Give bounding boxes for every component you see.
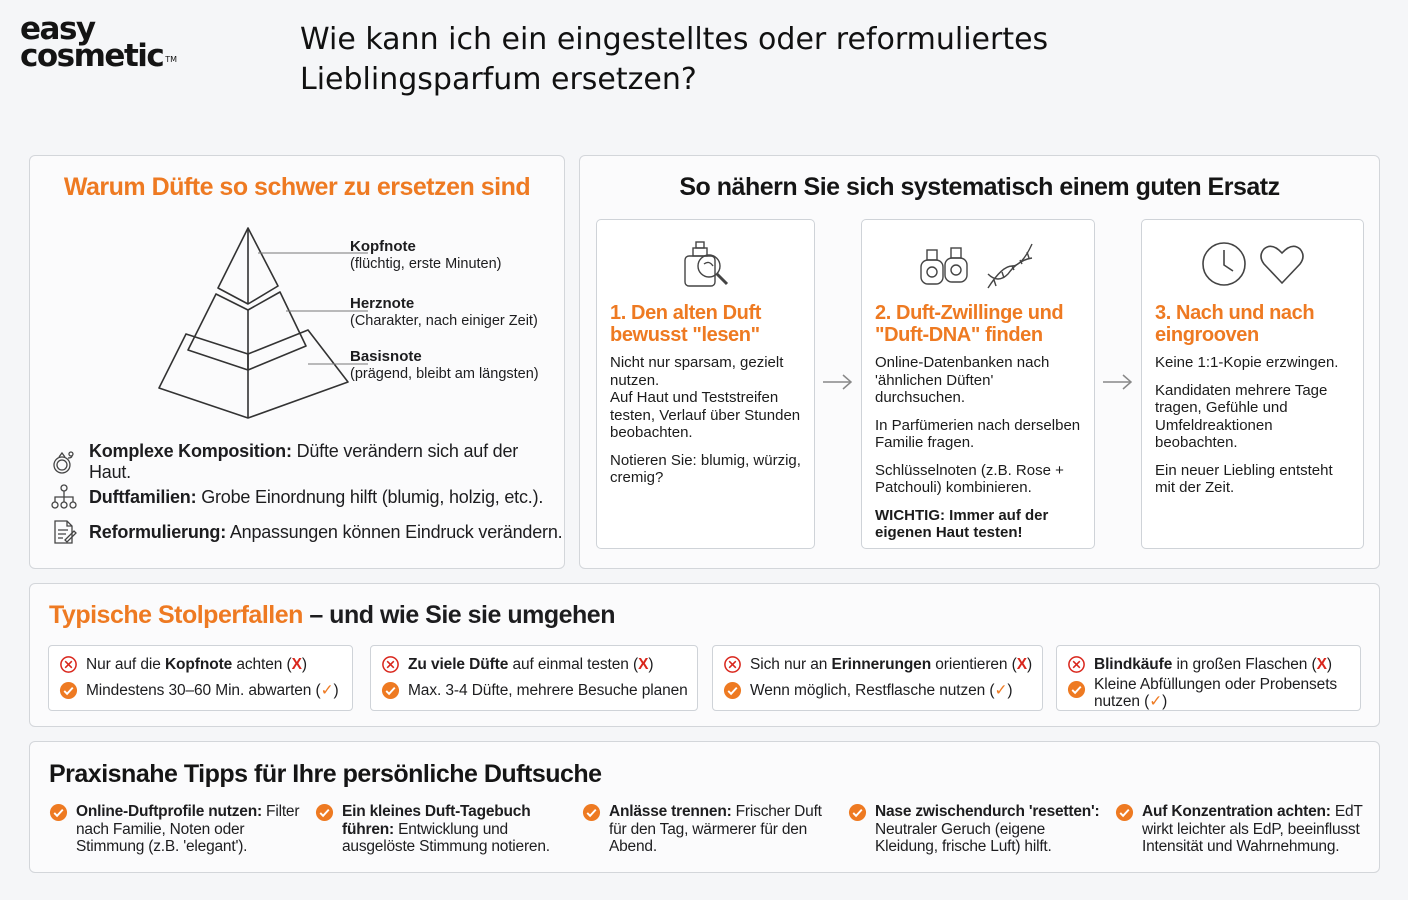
tips-heading: Praxisnahe Tipps für Ihre persönliche Duftsuche bbox=[49, 760, 602, 788]
perfume-magnifier-icon bbox=[671, 236, 741, 296]
step-card-1 bbox=[596, 219, 815, 549]
factor-bold: Duftfamilien: bbox=[89, 486, 197, 507]
step-title-line: 1. Den alten Duft bbox=[610, 302, 761, 324]
factor-reformulation bbox=[50, 518, 562, 546]
pitfalls-heading bbox=[49, 601, 615, 630]
pitfall-good bbox=[59, 682, 346, 700]
check-circle-icon bbox=[59, 681, 78, 700]
factor-complex bbox=[50, 441, 564, 482]
pitfall-close: ) bbox=[1026, 656, 1033, 673]
pitfall-bold: Erinnerungen bbox=[831, 656, 932, 673]
step-text: Auf Haut und Teststreifen testen, Verlauf über Stunden beobachten. bbox=[610, 389, 801, 441]
pitfall-card-2 bbox=[370, 645, 698, 711]
error-circle-icon bbox=[723, 655, 742, 674]
step-text: Online-Datenbanken nach 'ähnlichen Düften' durchsuchen. bbox=[875, 354, 1050, 406]
pitfall-close: ) bbox=[1326, 656, 1332, 673]
note-desc: (prägend, bleibt am längsten) bbox=[350, 366, 539, 382]
logo-line-cosmetic bbox=[20, 37, 178, 74]
step-2-body bbox=[875, 354, 1086, 552]
step-text: Keine 1:1-Kopie erzwingen. bbox=[1155, 354, 1339, 371]
pitfall-text: auf einmal testen ( bbox=[508, 656, 639, 673]
pitfall-bold: Kopfnote bbox=[164, 656, 233, 673]
tip-item-1 bbox=[49, 803, 304, 856]
ring-perfume-icon bbox=[50, 448, 78, 476]
tips-panel bbox=[29, 741, 1380, 873]
check-circle-icon bbox=[582, 803, 601, 822]
logo-trademark: TM bbox=[165, 54, 178, 64]
solution-close: ) bbox=[1162, 693, 1168, 710]
tip-bold: Online-Duftprofile nutzen: bbox=[76, 803, 262, 820]
step-3-body bbox=[1155, 354, 1355, 507]
tip-item-5 bbox=[1115, 803, 1370, 856]
step-text: Notieren Sie: blumig, würzig, cremig? bbox=[610, 451, 801, 486]
logo-line-easy: easy bbox=[20, 11, 95, 47]
easycosmetic-logo bbox=[20, 11, 178, 74]
step-3-icons bbox=[1142, 236, 1363, 296]
pitfall-close: ) bbox=[301, 656, 307, 673]
arrow-right-icon bbox=[1101, 372, 1135, 392]
pitfall-text: in großen Flaschen ( bbox=[1172, 656, 1317, 673]
pitfall-close: ) bbox=[648, 656, 654, 673]
tick-mark: ✓ bbox=[320, 682, 334, 699]
solution-close: ) bbox=[1007, 682, 1013, 699]
step-title-line: 3. Nach und nach bbox=[1155, 302, 1315, 324]
pyramid-note-base bbox=[350, 348, 539, 383]
pitfall-card-3 bbox=[712, 645, 1043, 711]
clock-icon bbox=[1199, 236, 1249, 296]
tip-text: Entwicklung und ausgelöste Stimmung notieren. bbox=[342, 820, 550, 855]
tip-item-2 bbox=[315, 803, 570, 856]
pitfall-card-4 bbox=[1056, 645, 1361, 711]
factor-text: Düfte verändern sich auf der Haut. bbox=[88, 441, 519, 482]
pitfall-card-1 bbox=[48, 645, 353, 711]
pitfall-bold: Zu viele Düfte bbox=[408, 656, 509, 673]
check-circle-icon bbox=[1067, 680, 1086, 699]
tip-text: Neutraler Geruch (eigene Kleidung, frische Luft) hilft. bbox=[875, 820, 1052, 855]
tip-text: Frischer Duft für den Tag, wärmerer für den Abend. bbox=[609, 803, 822, 855]
pitfall-good bbox=[723, 682, 1036, 700]
pyramid-note-heart bbox=[350, 295, 538, 330]
tip-bold: Nase zwischendurch 'resetten': bbox=[875, 803, 1100, 820]
check-circle-icon bbox=[1115, 803, 1134, 822]
approach-heading: So nähern Sie sich systematisch einem guten Ersatz bbox=[679, 173, 1280, 201]
step-text: Nicht nur sparsam, gezielt nutzen. bbox=[610, 354, 784, 389]
step-text: Kandidaten mehrere Tage tragen, Gefühle und Umfeldreaktionen beobachten. bbox=[1155, 381, 1328, 451]
step-text: Ein neuer Liebling entsteht mit der Zeit. bbox=[1155, 461, 1333, 496]
factor-text: Grobe Einordnung hilft (blumig, holzig, etc.). bbox=[196, 486, 544, 507]
x-mark: X bbox=[1016, 656, 1027, 673]
pitfalls-heading-rest: – und wie Sie sie umgehen bbox=[302, 601, 615, 629]
factor-bold: Komplexe Komposition: bbox=[88, 441, 292, 461]
tip-item-3 bbox=[582, 803, 837, 856]
step-1-title bbox=[610, 302, 761, 346]
why-panel bbox=[29, 155, 565, 569]
error-circle-icon bbox=[59, 655, 78, 674]
error-circle-icon bbox=[381, 655, 400, 674]
step-text: Schlüsselnoten (z.B. Rose + Patchouli) kombinieren. bbox=[875, 461, 1064, 496]
pitfall-bad bbox=[723, 656, 1036, 674]
why-heading: Warum Düfte so schwer zu ersetzen sind bbox=[63, 173, 531, 201]
tip-bold: Ein kleines Duft-Tagebuch führen: bbox=[342, 803, 531, 838]
step-2-icons bbox=[862, 236, 1094, 296]
document-edit-icon bbox=[50, 518, 78, 546]
page-title-line-1: Wie kann ich ein eingestelltes oder reformuliertes bbox=[300, 22, 1049, 57]
step-card-2 bbox=[861, 219, 1095, 549]
note-name: Kopfnote bbox=[350, 238, 416, 255]
tip-text: EdT wirkt leichter als EdP, beeinflusst Intensität und Wahrnehmung. bbox=[1142, 803, 1363, 855]
page-title-line-2: Lieblingsparfum ersetzen? bbox=[300, 62, 697, 97]
tip-text: Filter nach Familie, Noten oder Stimmung (z.B. 'elegant'). bbox=[76, 803, 300, 855]
check-circle-icon bbox=[49, 803, 68, 822]
factor-text: Anpassungen können Eindruck verändern. bbox=[226, 521, 563, 542]
note-name: Basisnote bbox=[350, 348, 422, 365]
step-1-icons bbox=[597, 236, 814, 296]
solution-text: Mindestens 30–60 Min. abwarten ( bbox=[86, 682, 321, 699]
tip-item-4 bbox=[848, 803, 1103, 856]
check-circle-icon bbox=[848, 803, 867, 822]
x-mark: X bbox=[638, 656, 649, 673]
check-circle-icon bbox=[723, 681, 742, 700]
pitfall-bad bbox=[381, 656, 691, 674]
page-title bbox=[300, 20, 1200, 100]
tip-bold: Anlässe trennen: bbox=[609, 803, 732, 820]
pitfall-bad bbox=[59, 656, 346, 674]
tick-mark: ✓ bbox=[994, 682, 1008, 699]
solution-text: Kleine Abfüllungen oder Probensets nutzen ( bbox=[1094, 676, 1338, 710]
solution-text: Max. 3-4 Düfte, mehrere Besuche planen bbox=[408, 682, 688, 699]
hierarchy-icon bbox=[50, 483, 78, 511]
step-text: In Parfümerien nach derselben Familie fragen. bbox=[875, 416, 1081, 451]
pitfall-good bbox=[381, 682, 691, 700]
error-circle-icon bbox=[1067, 655, 1086, 674]
pitfall-good bbox=[1067, 676, 1354, 710]
step-3-title bbox=[1155, 302, 1314, 346]
step-2-title bbox=[875, 302, 1063, 346]
perfume-bottles-icon bbox=[918, 236, 974, 296]
pitfall-text: Nur auf die bbox=[86, 656, 165, 673]
step-card-3 bbox=[1141, 219, 1364, 549]
note-desc: (flüchtig, erste Minuten) bbox=[350, 256, 502, 272]
step-title-line: 2. Duft-Zwillinge und bbox=[875, 302, 1064, 324]
x-mark: X bbox=[291, 656, 302, 673]
pitfall-text: achten ( bbox=[232, 656, 292, 673]
pitfall-bad bbox=[1067, 656, 1354, 674]
note-name: Herznote bbox=[350, 295, 415, 312]
fragrance-pyramid-icon bbox=[158, 226, 368, 426]
pitfall-bold: Blindkäufe bbox=[1094, 656, 1173, 673]
step-1-body bbox=[610, 354, 806, 497]
tip-bold: Auf Konzentration achten: bbox=[1142, 803, 1331, 820]
step-important-note: WICHTIG: Immer auf der eigenen Haut testen! bbox=[875, 506, 1049, 541]
approach-panel bbox=[579, 155, 1380, 569]
pitfall-text: orientieren ( bbox=[931, 656, 1017, 673]
pitfalls-heading-accent: Typische Stolperfallen bbox=[49, 601, 303, 629]
pyramid-note-top bbox=[350, 238, 502, 273]
arrow-right-icon bbox=[821, 372, 855, 392]
step-title-line: bewusst "lesen" bbox=[610, 324, 760, 346]
note-desc: (Charakter, nach einiger Zeit) bbox=[350, 313, 538, 329]
heart-icon bbox=[1257, 236, 1307, 296]
step-title-line: "Duft-DNA" finden bbox=[875, 324, 1043, 346]
logo-word-cosmetic: cosmetic bbox=[20, 37, 164, 74]
solution-close: ) bbox=[333, 682, 339, 699]
solution-text: Wenn möglich, Restflasche nutzen ( bbox=[750, 682, 995, 699]
factor-bold: Reformulierung: bbox=[89, 521, 227, 542]
step-title-line: eingrooven bbox=[1155, 324, 1259, 346]
factor-families bbox=[50, 483, 543, 511]
dna-icon bbox=[982, 236, 1038, 296]
check-circle-icon bbox=[315, 803, 334, 822]
pitfalls-panel bbox=[29, 583, 1380, 727]
x-mark: X bbox=[1316, 656, 1327, 673]
pitfall-text: Sich nur an bbox=[750, 656, 832, 673]
tick-mark: ✓ bbox=[1149, 693, 1163, 710]
check-circle-icon bbox=[381, 681, 400, 700]
